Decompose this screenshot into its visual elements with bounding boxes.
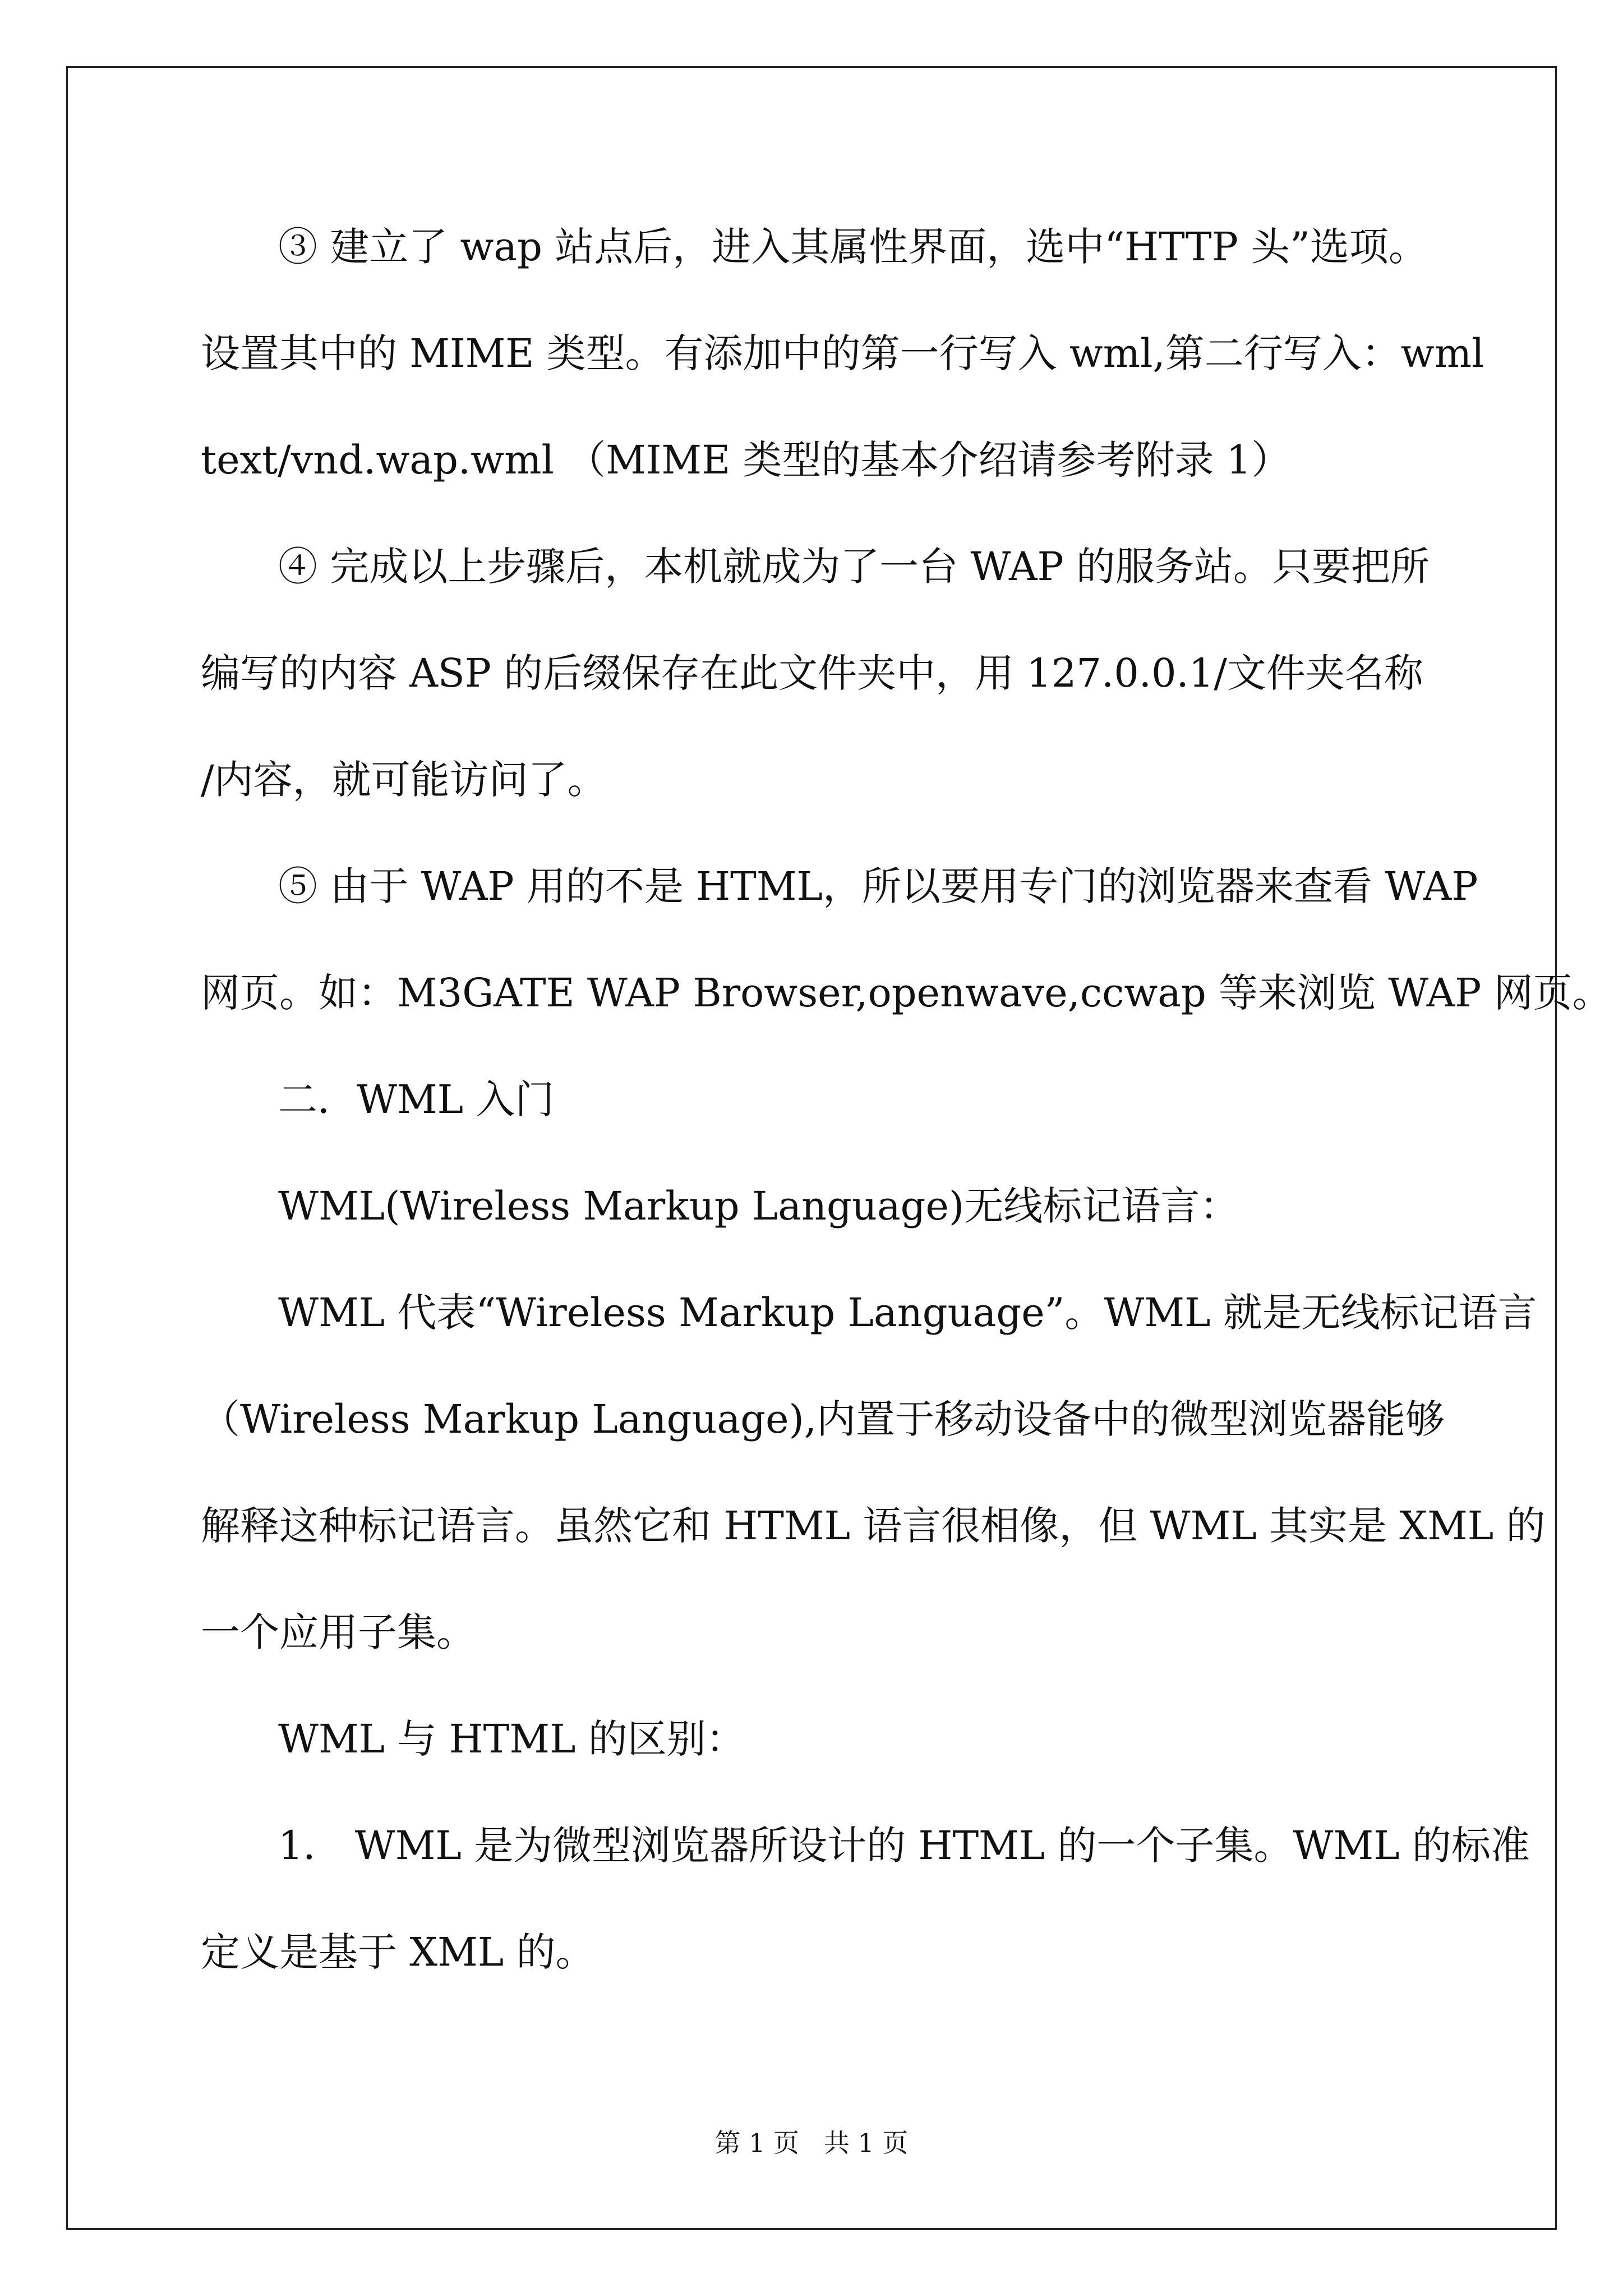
paragraph-line-16: 1． WML 是为微型浏览器所设计的 HTML 的一个子集。WML 的标准 xyxy=(278,1823,1530,1869)
paragraph-line-6: /内容，就可能访问了。 xyxy=(201,757,607,803)
paragraph-line-17: 定义是基于 XML 的。 xyxy=(201,1929,595,1975)
paragraph-line-3: text/vnd.wap.wml （MIME 类型的基本介绍请参考附录 1） xyxy=(201,437,1291,483)
paragraph-line-5: 编写的内容 ASP 的后缀保存在此文件夹中，用 127.0.0.1/文件夹名称 xyxy=(201,650,1423,696)
paragraph-line-12: （Wireless Markup Language),内置于移动设备中的微型浏览器能够 xyxy=(201,1396,1445,1442)
paragraph-line-7: ⑤ 由于 WAP 用的不是 HTML，所以要用专门的浏览器来查看 WAP xyxy=(278,863,1478,909)
paragraph-line-15: WML 与 HTML 的区别： xyxy=(278,1716,745,1762)
page-footer: 第 1 页 共 1 页 xyxy=(714,2128,909,2158)
paragraph-line-11: WML 代表“Wireless Markup Language”。WML 就是无线标记语言 xyxy=(278,1290,1537,1336)
paragraph-line-14: 一个应用子集。 xyxy=(201,1609,476,1655)
paragraph-line-8: 网页。如：M3GATE WAP Browser,openwave,ccwap 等来浏览 WAP 网页。 xyxy=(201,970,1612,1016)
paragraph-line-1: ③ 建立了 wap 站点后，进入其属性界面，选中“HTTP 头”选项。 xyxy=(278,224,1428,270)
paragraph-line-13: 解释这种标记语言。虽然它和 HTML 语言很相像，但 WML 其实是 XML 的 xyxy=(201,1503,1546,1549)
paragraph-line-4: ④ 完成以上步骤后，本机就成为了一台 WAP 的服务站。只要把所 xyxy=(278,544,1430,590)
page-border xyxy=(66,66,1557,2230)
section-heading: 二．WML 入门 xyxy=(278,1076,555,1122)
paragraph-line-10: WML(Wireless Markup Language)无线标记语言： xyxy=(278,1183,1239,1229)
paragraph-line-2: 设置其中的 MIME 类型。有添加中的第一行写入 wml,第二行写入：wml xyxy=(201,330,1484,376)
